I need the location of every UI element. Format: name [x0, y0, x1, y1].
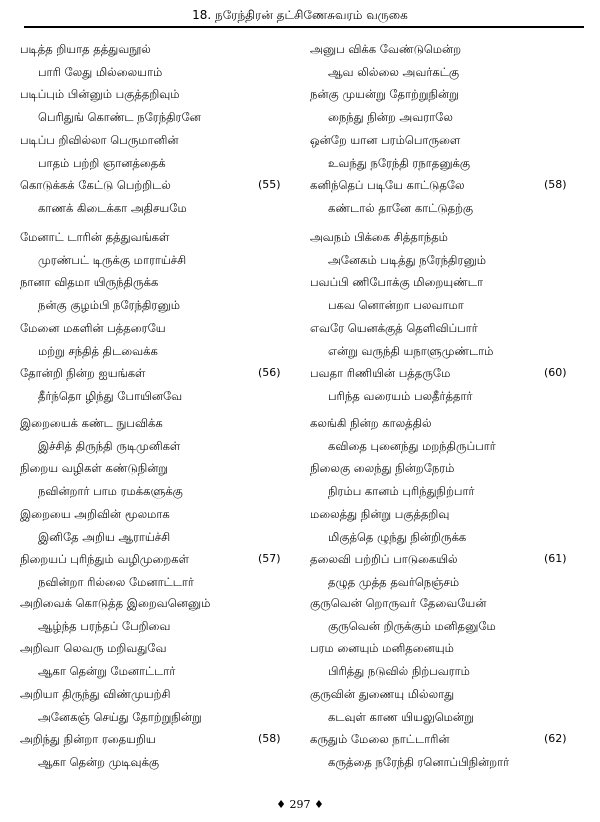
right-verse-line: குருவென் றிருக்கும் மனிதனுமே — [328, 618, 496, 633]
left-verse-line: மேனாட் டாரின் தத்துவங்கள் — [20, 230, 170, 244]
right-verse-line: கடவுள் காண யியலுமென்று — [328, 709, 474, 724]
chapter-title: 18. நரேந்திரன் தட்சிணேசுவரம் வருகை — [192, 8, 408, 22]
right-verse-line: தழுத முத்த தவர்நெஞ்சம் — [328, 574, 460, 589]
right-verse-line: பவப்பி ணிபோக்கு மிறையுண்டா — [310, 275, 483, 290]
left-verse-line: பாதம் பற்றி ஞானத்தைக் — [38, 155, 166, 170]
right-verse-line: பிரித்து நடுவில் நிற்பவராம் — [328, 664, 470, 679]
left-verse-line: தீர்ந்தொ ழிந்து போயினவே — [38, 388, 183, 403]
right-verse-number: (61) — [544, 552, 567, 566]
right-verse-line: பவதா ரிணியின் பத்தருமே — [310, 366, 451, 381]
left-verse-line: நவின்றார் பாம ரமக்களுக்கு — [38, 484, 183, 499]
left-verse-number: (55) — [258, 178, 281, 192]
right-verse-line: என்று வருந்தி யநாளுமுண்டாம் — [328, 343, 494, 358]
right-verse-line: பகவ னொன்றா பலவாமா — [328, 298, 464, 313]
right-verse-line: ஒன்றே யான பரம்பொருளை — [310, 132, 461, 147]
right-verse-line: கவிதை புனைந்து மறந்திருப்பார் — [328, 438, 496, 453]
left-verse-line: நிறைய வழிகள் கண்டுநின்று — [20, 461, 169, 476]
right-verse-line: நிரம்ப கானம் புரிந்துநிற்பார் — [328, 484, 475, 499]
left-verse-line: படித்த றியாத தத்துவநூல் — [20, 42, 151, 56]
left-verse-line: ஆழ்ந்த பரந்தப் பேறிவை — [38, 618, 171, 633]
left-verse-line: கொடுக்கக் கேட்டு பெற்றிடல் — [20, 178, 171, 193]
left-verse-line: மேனை மகளின் பத்தரையே — [20, 320, 166, 335]
left-verse-line: இனிதே அறிய ஆராய்ச்சி — [38, 529, 171, 544]
right-verse-line: கருதும் மேலை நாட்டாரின் — [310, 732, 450, 747]
right-verse-line: கலங்கி நின்ற காலத்தில் — [310, 416, 432, 430]
left-verse-line: இறையை அறிவின் மூலமாக — [20, 506, 170, 521]
left-verse-line: அறியா திருந்து விண்முயற்சி — [20, 686, 171, 701]
right-verse-line: எவரே யெனக்குத் தெளிவிப்பார் — [310, 320, 478, 335]
left-verse-line: நன்கு குழம்பி நரேந்திரனும் — [38, 298, 180, 313]
right-verse-line: குருவென் றொருவர் தேவையேன் — [310, 596, 487, 610]
right-verse-line: மிகுத்தெ ழுந்து நின்றிருக்க — [328, 529, 467, 544]
left-verse-line: ஆகா தென்று மேனாட்டார் — [38, 664, 176, 679]
right-verse-line: ஆவ லில்லை அவர்கட்கு — [328, 64, 460, 79]
left-verse-line: படிப்ப றிவில்லா பெருமானின் — [20, 132, 179, 147]
left-verse-line: அனேகஞ் செய்து தோற்றுநின்று — [38, 709, 202, 724]
diamond-left-icon: ♦ — [276, 798, 286, 811]
right-verse-number: (60) — [544, 366, 567, 380]
right-verse-line: நைந்து நின்ற அவராலே — [328, 110, 453, 125]
left-verse-line: அறிந்து நின்றா ரதையறிய — [20, 732, 156, 747]
right-verse-line: குருவின் துணையு மில்லாது — [310, 686, 455, 701]
right-verse-line: பரிந்த வரையம் பலதீர்த்தார் — [328, 388, 473, 403]
left-verse-line: மற்று சந்தித் திடவைக்க — [38, 343, 158, 358]
right-verse-line: மலைத்து நின்று பகுத்தறிவு — [310, 506, 450, 521]
right-verse-line: உவந்து நரேந்தி ரநாதனுக்கு — [328, 155, 471, 170]
right-verse-line: தலைவி பற்றிப் பாடுகையில் — [310, 552, 458, 567]
left-verse-number: (57) — [258, 552, 281, 566]
right-verse-line: அனுப விக்க வேண்டுமென்ற — [310, 42, 462, 56]
left-verse-line: முரண்பட் டிருக்கு மாராய்ச்சி — [38, 252, 187, 267]
left-verse-line: அறிவைக் கொடுத்த இறைவனெனும் — [20, 596, 211, 610]
left-verse-line: ஆகா தென்ற முடிவுக்கு — [38, 754, 160, 769]
right-verse-line: கருத்தை நரேந்தி ரனொப்பிநின்றார் — [328, 754, 510, 769]
page-number-text: 297 — [289, 798, 311, 811]
page-number — [0, 798, 600, 811]
right-verse-line: கண்டால் தானே காட்டுதற்கு — [328, 200, 474, 215]
left-verse-line: இறையைக் கண்ட நுபவிக்க — [20, 416, 163, 430]
right-verse-line: அவநம் பிக்கை சித்தாந்தம் — [310, 230, 448, 244]
left-verse-number: (58) — [258, 732, 281, 746]
header-rule — [24, 26, 584, 28]
right-verse-line: கனிந்தெப் படியே காட்டுதலே — [310, 178, 465, 193]
diamond-right-icon: ♦ — [314, 798, 324, 811]
right-verse-line: நன்கு முயன்று தோற்றுநின்று — [310, 87, 459, 102]
left-verse-line: தோன்றி நின்ற ஐயங்கள் — [20, 366, 146, 381]
left-verse-line: நானா விதமா யிருந்திருக்க — [20, 275, 159, 290]
right-verse-line: பரம னையும் மனிதனையும் — [310, 641, 454, 656]
left-verse-line: படிப்பும் பின்னும் பகுத்தறிவும் — [20, 87, 180, 102]
left-verse-number: (56) — [258, 366, 281, 380]
left-verse-line: நவின்றா ரில்லை மேனாட்டார் — [38, 574, 194, 589]
right-verse-number: (58) — [544, 178, 567, 192]
right-verse-line: நிலைகு லைந்து நின்றநேரம் — [310, 461, 455, 476]
left-verse-line: பாரி லேது மில்லையாம் — [38, 64, 163, 79]
left-verse-line: அறிவா லெவரு மறிவதுவே — [20, 641, 167, 656]
left-verse-line: காணக் கிடைக்கா அதிசயமே — [38, 200, 187, 215]
left-verse-line: இச்சித் திருந்தி ருடிமுனிகள் — [38, 438, 181, 453]
left-verse-line: பெரிதுங் கொண்ட நரேந்திரனே — [38, 110, 201, 125]
right-verse-line: அனேகம் படித்து நரேந்திரனும் — [328, 252, 487, 267]
right-verse-number: (62) — [544, 732, 567, 746]
left-verse-line: நிறையப் புரிந்தும் வழிமுறைகள் — [20, 552, 189, 567]
